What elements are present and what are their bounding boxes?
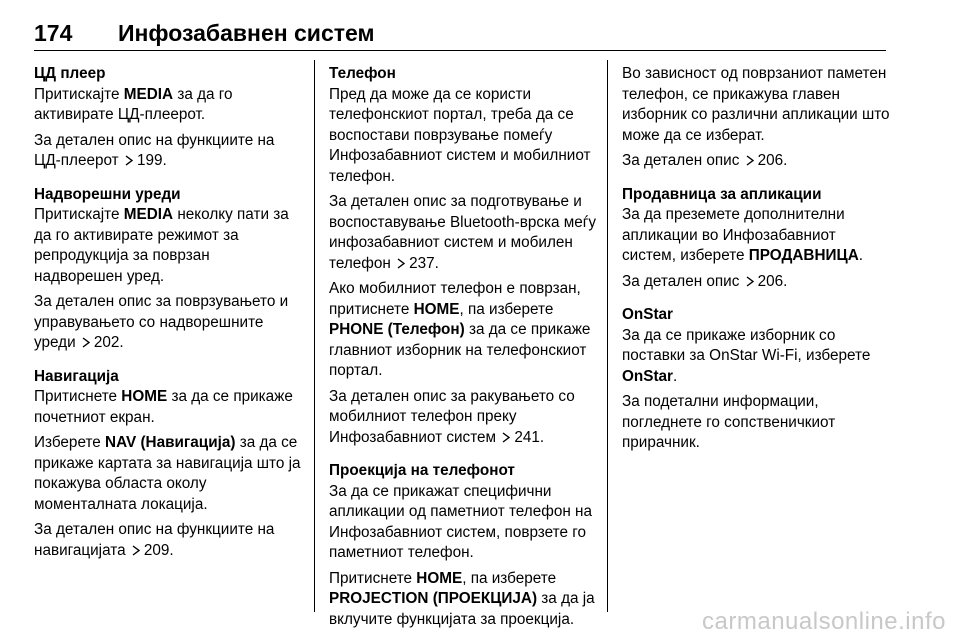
section	[34, 185, 302, 354]
text-run: За детален опис на функциите на навигацијата	[34, 521, 275, 559]
text-run: Притискајте	[34, 206, 124, 223]
text-run: За детален опис на функциите на ЦД-плеерот	[34, 131, 275, 169]
text-column-2	[329, 64, 597, 642]
section-heading: Навигација	[34, 367, 119, 385]
paragraph	[329, 85, 597, 188]
text-run: .	[539, 428, 545, 446]
paragraph	[329, 192, 597, 274]
text-run: Во зависност од поврзаниот паметен телефон, се прикажува главен изборник со различни апликации што може да се изберат.	[622, 65, 890, 144]
text-run: За детален опис за подготвување и воспоставување Bluetooth-врска меѓу инфозабавниот систем и мобилен телефон	[329, 193, 597, 272]
page-reference[interactable]: 199	[136, 152, 163, 169]
section-heading: Телефон	[329, 65, 396, 82]
paragraph	[34, 387, 302, 428]
text-run: за да се прикаже главниот изборник на телефонскиот портал.	[329, 321, 591, 379]
text-run: , па изберете	[462, 569, 557, 587]
section	[329, 64, 597, 448]
header-rule	[34, 50, 886, 51]
text-run: За да преземете дополнителни апликации во Инфозабавниот систем, изберете	[622, 206, 845, 264]
text-run: Пред да може да се користи телефонскиот портал, треба да се воспостави поврзување помеѓу Инфозабавниот систем и мобилниот телефон.	[329, 85, 591, 185]
page-reference-arrow-icon	[132, 545, 140, 556]
section	[622, 305, 890, 454]
section-heading: OnStar	[622, 306, 673, 323]
page-header	[34, 20, 886, 50]
paragraph	[329, 482, 597, 564]
text-run: за да се прикаже почетниот екран.	[34, 388, 293, 426]
paragraph	[622, 205, 890, 267]
text-run: за да ја вклучите функцијата за проекција.	[329, 590, 595, 628]
text-run: .	[673, 367, 678, 385]
text-run: За да се прикажат специфични апликации од паметниот телефон на Инфозабавниот систем, поврзете го паметниот телефон.	[329, 482, 592, 561]
text-run: За детален опис за поврзувањето и управувањето со надворешните уреди	[34, 293, 289, 351]
text-column-1	[34, 64, 302, 574]
page-reference-arrow-icon	[746, 155, 754, 166]
page-number: 174	[34, 20, 73, 46]
section-heading: Продавница за апликации	[622, 185, 822, 203]
text-run: неколку пати за да го активирате режимот за репродукција за поврзан надворешен уред.	[34, 206, 289, 285]
text-run: .	[162, 152, 167, 169]
page-reference[interactable]: 202	[93, 334, 120, 351]
text-run: За да се прикаже изборник со поставки за OnStar Wi-Fi, изберете	[622, 326, 871, 364]
paragraph	[34, 520, 302, 561]
page-reference-arrow-icon	[125, 155, 133, 166]
paragraph	[34, 85, 302, 126]
paragraph	[329, 569, 597, 631]
ui-term: MEDIA	[123, 206, 174, 223]
paragraph	[622, 151, 890, 172]
page-reference-arrow-icon	[82, 337, 90, 348]
text-run: .	[783, 272, 788, 290]
section	[34, 367, 302, 562]
text-run: Притиснете	[329, 569, 417, 587]
paragraph	[622, 326, 890, 388]
ui-term: HOME	[121, 388, 168, 405]
ui-term: ПРОДАВНИЦА	[748, 247, 859, 264]
page-reference[interactable]: 241	[514, 428, 540, 446]
ui-term: NAV (Навигација)	[105, 434, 236, 451]
ui-term: HOME	[416, 569, 463, 587]
section	[34, 64, 302, 172]
section-heading: Надворешни уреди	[34, 185, 181, 203]
column-divider-1	[314, 60, 315, 612]
paragraph	[34, 205, 302, 287]
ui-term: HOME	[413, 300, 460, 318]
paragraph	[329, 387, 597, 449]
page-title: Инфозабавнен систем	[118, 20, 375, 46]
text-run: За подетални информации, погледнете го сопственичкиот прирачник.	[622, 393, 836, 451]
text-run: За детален опис	[622, 152, 744, 169]
page-reference[interactable]: 237	[409, 254, 435, 272]
text-run: , па изберете	[459, 300, 554, 318]
paragraph	[34, 131, 302, 172]
ui-term: OnStar	[622, 367, 673, 385]
paragraph	[622, 64, 890, 146]
text-run: Изберете	[34, 434, 106, 451]
text-run: .	[119, 334, 124, 351]
page-reference-arrow-icon	[746, 276, 754, 287]
ui-term: MEDIA	[123, 85, 174, 103]
text-run: .	[783, 152, 788, 169]
section	[622, 64, 890, 172]
ui-term: PHONE (Телефон)	[329, 321, 465, 338]
text-run: за да се прикаже картата за навигација што ја покажува областа околу моменталната локација.	[34, 434, 301, 513]
page-reference-arrow-icon	[397, 258, 405, 269]
section-heading: ЦД плеер	[34, 65, 106, 82]
text-run: .	[858, 247, 863, 264]
text-run: За детален опис	[622, 272, 744, 290]
text-run: за да го активирате ЦД-плеерот.	[34, 85, 233, 123]
column-divider-2	[607, 60, 608, 612]
page-reference[interactable]: 206	[757, 152, 784, 169]
text-run: За детален опис за ракувањето со мобилниот телефон преку Инфозабавниот систем	[329, 387, 575, 446]
paragraph	[34, 433, 302, 515]
page-reference[interactable]: 206	[757, 272, 784, 290]
paragraph	[622, 392, 890, 454]
text-run: Ако мобилниот телефон е поврзан, притиснете	[329, 280, 581, 318]
section	[329, 461, 597, 630]
section-heading: Проекција на телефонот	[329, 462, 515, 479]
page-reference-arrow-icon	[502, 432, 510, 443]
paragraph	[329, 279, 597, 382]
ui-term: PROJECTION (ПРОЕКЦИЈА)	[329, 590, 538, 607]
paragraph	[34, 292, 302, 354]
section	[622, 185, 890, 293]
page-reference[interactable]: 209	[143, 541, 170, 559]
text-run: Притискајте	[34, 85, 124, 103]
text-column-3	[622, 64, 890, 467]
text-run: .	[169, 541, 174, 559]
text-run: .	[434, 254, 439, 272]
text-run: Притиснете	[34, 388, 122, 405]
watermark: carmanualsonline.info	[702, 608, 946, 635]
paragraph	[622, 272, 890, 293]
